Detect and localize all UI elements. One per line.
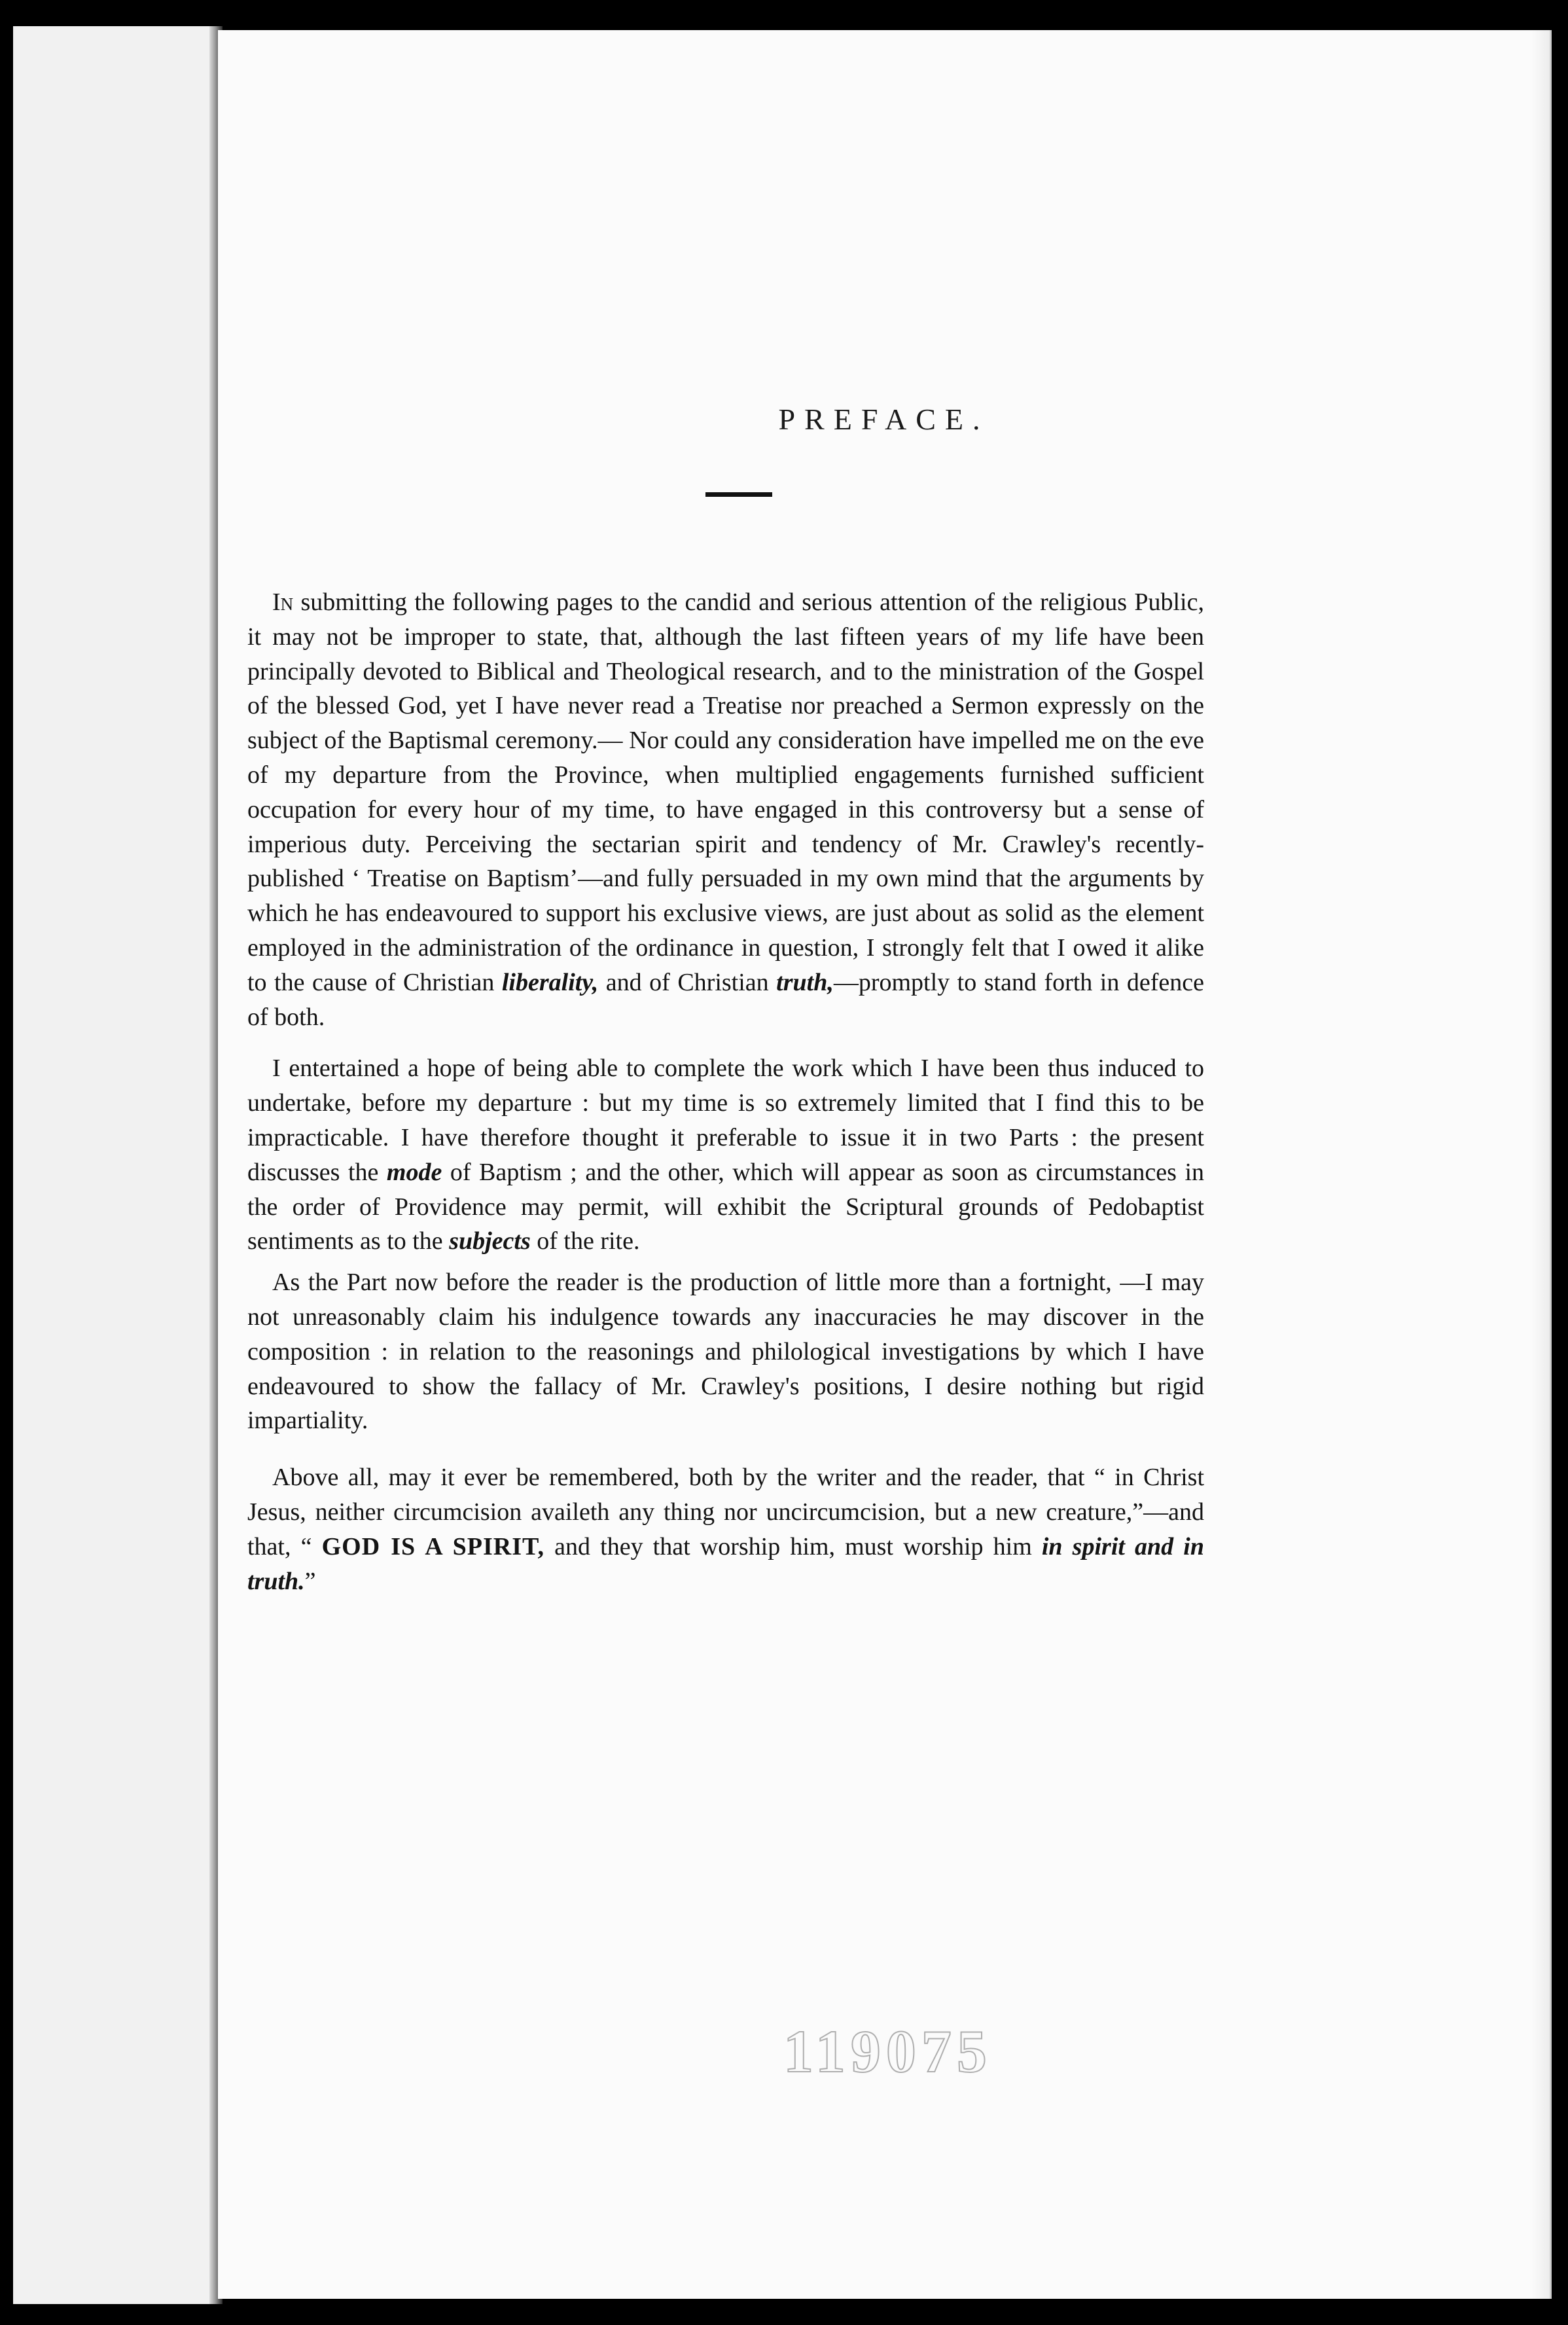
paragraph-text: I entertained a hope of being able to complete the work which I have been thus induced to undertake, before my departure : but my time is so extremely limited that I find this to be impracticable. I have therefore thought it preferable to issue it in two Parts : the present discusses the [247,1054,1204,1186]
emphasis-text: liberality, [501,968,599,996]
document-page [218,30,1552,2299]
paragraph-2 [247,1051,1204,1259]
paragraph-text: As the Part now before the reader is the production of little more than a fortnight, —I may not unreasonably claim his indulgence towards any inaccuracies he may discover in the composition : in relation to the reasonings and philological investigations by which I have endeavoured to show the fallacy of Mr. Crawley's positions, I desire nothing but rigid impartiality. [247,1269,1204,1435]
paragraph-text: of Baptism ; and the other, which will appear as soon as circumstances in the order of Providence may permit, will exhibit the Scriptural grounds of Pedobaptist sentiments as to the [247,1158,1205,1255]
paragraph-text: and they that worship him, must worship him [544,1532,1042,1560]
paragraph-text: submitting the following pages to the candid and serious attention of the religious Public, it may not be improper to state, that, although the last fifteen years of my life have been principally devoted to Biblical and Theological research, and to the ministration of the Gospel of the blessed God, yet I have never read a Treatise nor preached a Sermon expressly on the subject of the Baptismal ceremony.— Nor could any consideration have impelled me on the eve of my departure from the Province, when multiplied engagements furnished sufficient occupation for every hour of my time, to have engaged in this controversy but a sense of imperious duty. Perceiving the sectarian spirit and tendency of Mr. Crawley's recently-published ‘ Treatise on Baptism’—and fully persuaded in my own mind that the arguments by which he has endeavoured to support his exclusive views, are just about as solid as the element employed in the administration of the ordinance in question, I strongly felt that I owed it alike to the cause of Christian [247,588,1204,996]
paragraph-text: Above all, may it ever be remembered, both by the writer and the reader, that “ in Christ Jesus, neither circumcision availeth any thing nor uncircumcision, but a new creature,”—and that, “ [247,1464,1204,1560]
emphasis-text: mode [386,1158,442,1186]
paragraph-3 [247,1265,1204,1438]
emphasis-caps: GOD IS A SPIRIT, [321,1532,545,1560]
scan-border [0,0,13,2325]
paragraph-text: and of Christian [598,968,777,996]
emphasis-text: truth, [776,968,834,996]
paragraph-4 [247,1460,1204,1598]
paragraph-text: ” [304,1567,316,1595]
drop-lead-word: In [272,588,294,616]
preface-heading: PREFACE. [778,403,989,436]
heading-rule [705,492,772,497]
paragraph-text: —promptly to stand forth in defence of both. [247,968,1204,1031]
page-edge-shadow [1531,30,1550,2299]
paragraph-1 [247,585,1204,1034]
library-stamp-number: 119075 [783,2018,992,2085]
paragraph-text: of the rite. [530,1227,640,1255]
emphasis-text: in spirit and in truth. [247,1532,1204,1595]
emphasis-text: subjects [449,1227,531,1255]
facing-page-edge [13,26,213,2304]
preface-body [247,585,1204,1598]
